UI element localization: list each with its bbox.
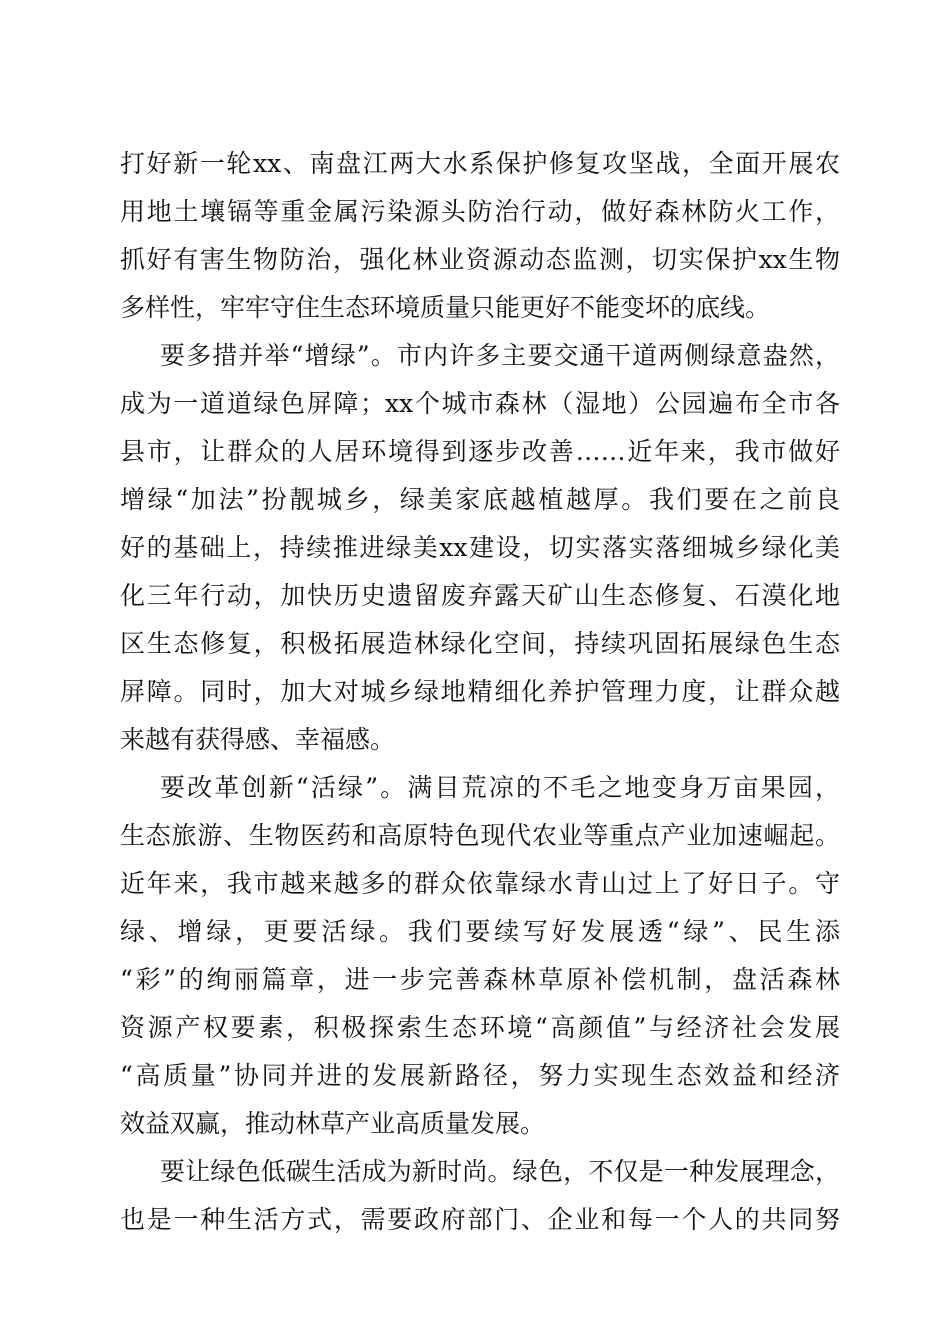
paragraph-4 [120,1148,840,1244]
paragraph-line: 增绿“加法”扮靓城乡，绿美家底越植越厚。我们要在之前良 [120,485,840,514]
paragraph-line: 近年来，我市越来越多的群众依靠绿水青山过上了好日子。守 [120,869,840,898]
paragraph-line: 打好新一轮xx、南盘江两大水系保护修复攻坚战，全面开展农 [120,149,840,178]
paragraph-line: 要改革创新“活绿”。满目荒凉的不毛之地变身万亩果园， [160,773,840,802]
paragraph-line: 成为一道道绿色屏障；xx个城市森林（湿地）公园遍布全市各 [120,389,840,418]
paragraph-line: 要多措并举“增绿”。市内许多主要交通干道两侧绿意盎然， [160,341,840,370]
paragraph-line: 也是一种生活方式，需要政府部门、企业和每一个人的共同努 [120,1205,840,1234]
paragraph-line: 抓好有害生物防治，强化林业资源动态监测，切实保护xx生物 [120,245,840,274]
paragraph-line: 生态旅游、生物医药和高原特色现代农业等重点产业加速崛起。 [120,821,840,850]
paragraph-line: 资源产权要素，积极探索生态环境“高颜值”与经济社会发展 [120,1013,840,1042]
paragraph-line: 好的基础上，持续推进绿美xx建设，切实落实落细城乡绿化美 [120,533,840,562]
paragraph-line: 绿、增绿，更要活绿。我们要续写好发展透“绿”、民生添 [120,917,840,946]
paragraph-line: 多样性，牢牢守住生态环境质量只能更好不能变坏的底线。 [120,293,771,322]
paragraph-line: 县市，让群众的人居环境得到逐步改善……近年来，我市做好 [120,437,840,466]
paragraph-1 [120,140,840,332]
paragraph-line: 化三年行动，加快历史遗留废弃露天矿山生态修复、石漠化地 [120,581,840,610]
paragraph-line: “彩”的绚丽篇章，进一步完善森林草原补偿机制，盘活森林 [120,965,840,994]
paragraph-line: 用地土壤镉等重金属污染源头防治行动，做好森林防火工作， [120,197,840,226]
paragraph-line: 来越有获得感、幸福感。 [120,725,396,754]
paragraph-line: 区生态修复，积极拓展造林绿化空间，持续巩固拓展绿色生态 [120,629,840,658]
document-body [120,140,840,1244]
paragraph-line: 要让绿色低碳生活成为新时尚。绿色，不仅是一种发展理念， [160,1157,840,1186]
paragraph-2 [120,332,840,764]
paragraph-line: 效益双赢，推动林草产业高质量发展。 [120,1109,546,1138]
paragraph-line: 屏障。同时，加大对城乡绿地精细化养护管理力度，让群众越 [120,677,840,706]
paragraph-3 [120,764,840,1148]
paragraph-line: “高质量”协同并进的发展新路径，努力实现生态效益和经济 [120,1061,840,1090]
